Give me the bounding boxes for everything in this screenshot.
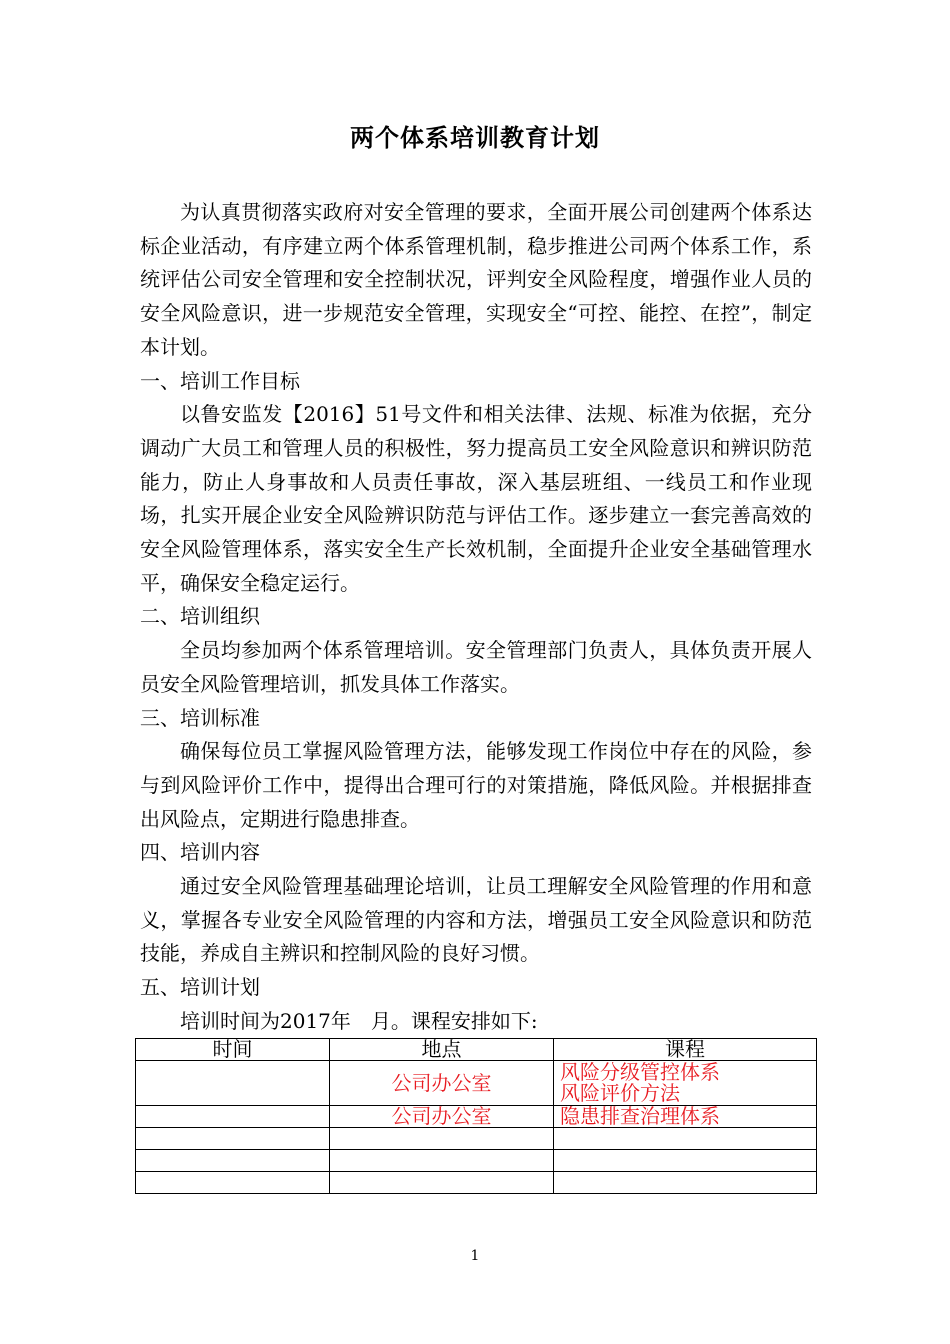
cell-place <box>330 1128 554 1150</box>
cell-time <box>136 1061 330 1106</box>
document-body <box>140 196 812 1039</box>
header-course: 课程 <box>554 1039 817 1061</box>
header-time: 时间 <box>136 1039 330 1061</box>
intro-paragraph: 为认真贯彻落实政府对安全管理的要求，全面开展公司创建两个体系达标企业活动，有序建立两个体系管理机制，稳步推进公司两个体系工作，系统评估公司安全管理和安全控制状况，评判安全风险程度，增强作业人员的安全风险意识，进一步规范安全管理，实现安全“可控、能控、在控”，制定本计划。 <box>140 200 812 359</box>
page-title: 两个体系培训教育计划 <box>350 123 600 152</box>
section-heading-content: 四、培训内容 <box>140 840 260 865</box>
cell-place: 公司办公室 <box>330 1106 554 1128</box>
section-heading-standard: 三、培训标准 <box>140 705 260 730</box>
cell-course <box>554 1061 817 1106</box>
table-row <box>136 1061 817 1106</box>
page-number: 1 <box>470 1248 480 1264</box>
training-schedule-table <box>135 1038 817 1194</box>
cell-course: 隐患排查治理体系 <box>554 1106 817 1128</box>
section-body-plan: 培训时间为2017年 月。课程安排如下: <box>180 1008 538 1033</box>
table-row <box>136 1128 817 1150</box>
table-row <box>136 1150 817 1172</box>
cell-place <box>330 1172 554 1194</box>
section-heading-goals: 一、培训工作目标 <box>140 368 300 393</box>
table-row <box>136 1106 817 1128</box>
cell-place <box>330 1150 554 1172</box>
cell-time <box>136 1150 330 1172</box>
section-heading-plan: 五、培训计划 <box>140 975 260 1000</box>
section-body-content: 通过安全风险管理基础理论培训，让员工理解安全风险管理的作用和意义，掌握各专业安全风险管理的内容和方法，增强员工安全风险意识和防范技能，养成自主辨识和控制风险的良好习惯。 <box>140 874 812 966</box>
header-place: 地点 <box>330 1039 554 1061</box>
cell-time <box>136 1172 330 1194</box>
course-line: 风险分级管控体系 <box>560 1060 720 1084</box>
course-line: 风险评价方法 <box>560 1081 680 1105</box>
cell-time <box>136 1128 330 1150</box>
section-body-organization: 全员均参加两个体系管理培训。安全管理部门负责人，具体负责开展人员安全风险管理培训，抓发具体工作落实。 <box>140 638 812 696</box>
section-body-goals: 以鲁安监发【2016】51号文件和相关法律、法规、标准为依据，充分调动广大员工和管理人员的积极性，努力提高员工安全风险意识和辨识防范能力，防止人身事故和人员责任事故，深入基层班组、一线员工和作业现场，扎实开展企业安全风险辨识防范与评估工作。逐步建立一套完善高效的安全风险管理体系，落实安全生产长效机制，全面提升企业安全基础管理水平，确保安全稳定运行。 <box>140 402 812 595</box>
section-heading-organization: 二、培训组织 <box>140 604 260 629</box>
cell-course <box>554 1172 817 1194</box>
table-header-row <box>136 1039 817 1061</box>
section-body-standard: 确保每位员工掌握风险管理方法，能够发现工作岗位中存在的风险，参与到风险评价工作中，提得出合理可行的对策措施，降低风险。并根据排查出风险点，定期进行隐患排查。 <box>140 739 812 831</box>
cell-course <box>554 1128 817 1150</box>
table-row <box>136 1172 817 1194</box>
cell-place: 公司办公室 <box>330 1061 554 1106</box>
cell-time <box>136 1106 330 1128</box>
cell-course <box>554 1150 817 1172</box>
